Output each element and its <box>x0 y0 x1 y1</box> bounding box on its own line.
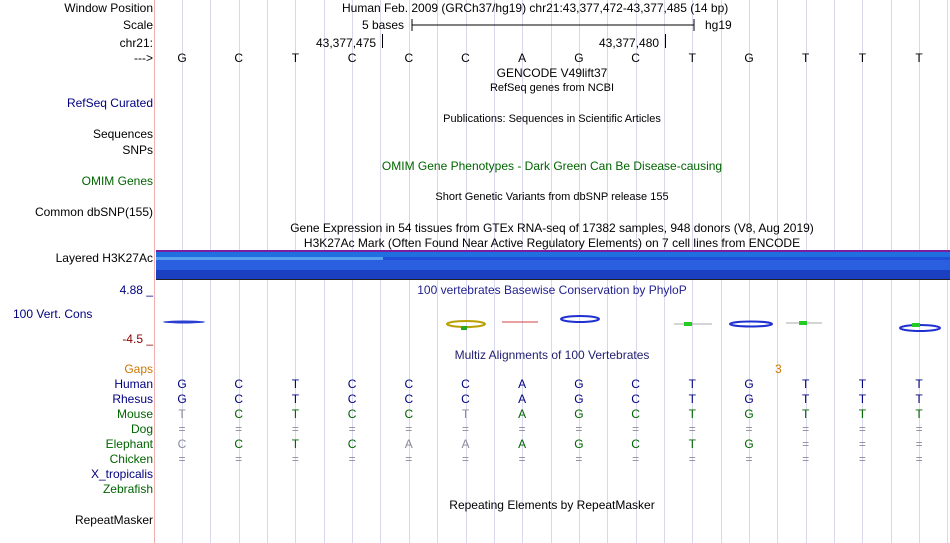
common-dbsnp-label[interactable]: Common dbSNP(155) <box>34 205 153 219</box>
alignment-base: = <box>802 422 810 436</box>
species-label[interactable]: Elephant <box>105 437 153 451</box>
alignment-base: T <box>802 377 810 391</box>
h3k27ac-blue-layer-3 <box>156 270 950 279</box>
alignment-base: T <box>688 407 696 421</box>
alignment-base: A <box>518 377 527 391</box>
repeatmasker-track-title[interactable]: Repeating Elements by RepeatMasker <box>449 498 655 512</box>
ruler-base: G <box>177 51 187 65</box>
alignment-base: = <box>405 422 413 436</box>
multiz-track-title[interactable]: Multiz Alignments of 100 Vertebrates <box>454 348 650 362</box>
ruler-base: A <box>518 51 527 65</box>
alignment-base: A <box>461 437 470 451</box>
h3k27ac-baseline <box>156 279 950 280</box>
sequences-label[interactable]: Sequences <box>92 127 153 141</box>
refseq-track-subtitle[interactable]: RefSeq genes from NCBI <box>489 82 615 94</box>
ruler-base: C <box>347 51 357 65</box>
alignment-base: G <box>744 377 754 391</box>
alignment-base: = <box>915 422 923 436</box>
gtex-track-title[interactable]: Gene Expression in 54 tissues from GTEx RNA-seq of 17382 samples, 948 donors (V8, Aug 2019) <box>290 221 814 235</box>
alignment-base: T <box>291 392 300 406</box>
alignment-base: C <box>347 377 357 391</box>
species-label[interactable]: Dog <box>130 422 153 436</box>
window-position-label: Window Position <box>64 1 153 15</box>
cons-ymax-label: 4.88 _ <box>119 283 153 297</box>
alignment-base: T <box>858 377 867 391</box>
alignment-base: = <box>518 452 526 466</box>
alignment-base: = <box>858 437 866 451</box>
alignment-base: G <box>744 392 754 406</box>
alignment-base: = <box>802 437 810 451</box>
alignment-base: C <box>631 377 640 391</box>
alignment-base: T <box>915 407 923 421</box>
alignment-base: = <box>688 452 696 466</box>
ruler-base: T <box>291 51 300 65</box>
alignment-base: = <box>348 452 356 466</box>
alignment-base: C <box>234 437 244 451</box>
alignment-base: = <box>405 452 413 466</box>
h3k27ac-track-title[interactable]: H3K27Ac Mark (Often Found Near Active Regulatory Elements) on 7 cell lines from ENCODE <box>303 236 801 250</box>
species-label[interactable]: Rhesus <box>112 392 153 406</box>
phylop-mark-8 <box>900 323 940 331</box>
alignment-base: T <box>915 377 923 391</box>
alignment-base: G <box>574 437 584 451</box>
alignment-base: A <box>518 407 527 421</box>
alignment-base: C <box>461 377 470 391</box>
alignment-base: G <box>744 407 754 421</box>
alignment-base: = <box>291 452 299 466</box>
alignment-base: = <box>461 452 469 466</box>
chrom-label: chr21: <box>119 36 153 50</box>
strand-label: ---> <box>134 51 153 65</box>
alignment-base: = <box>915 437 923 451</box>
ruler-base: C <box>461 51 470 65</box>
ruler-base: T <box>688 51 696 65</box>
alignment-base: T <box>802 407 810 421</box>
repeatmasker-label[interactable]: RepeatMasker <box>74 513 153 527</box>
alignment-base: C <box>234 407 244 421</box>
species-label[interactable]: X_tropicalis <box>90 467 153 481</box>
phylop-logo-plot[interactable] <box>156 312 950 336</box>
scale-db-text: hg19 <box>705 18 732 32</box>
species-label[interactable]: Zebrafish <box>102 482 153 496</box>
ruler-base: C <box>234 51 244 65</box>
phylop-mark-4 <box>561 316 599 322</box>
alignment-base: C <box>404 377 414 391</box>
alignment-base: = <box>915 452 923 466</box>
ruler-base: G <box>574 51 584 65</box>
alignment-base: T <box>858 392 867 406</box>
alignment-base: = <box>688 422 696 436</box>
alignment-base: T <box>915 392 923 406</box>
alignment-base: G <box>744 437 754 451</box>
ruler-base: T <box>915 51 923 65</box>
alignment-base: = <box>858 452 866 466</box>
alignment-base: T <box>291 437 300 451</box>
scale-bar <box>410 17 700 33</box>
scale-bases-text: 5 bases <box>362 18 405 32</box>
h3k27ac-signal[interactable] <box>156 250 950 280</box>
alignment-base: = <box>802 452 810 466</box>
h3k27ac-blue-layer-2 <box>156 260 950 270</box>
species-label[interactable]: Mouse <box>116 407 153 421</box>
alignment-base: C <box>347 437 357 451</box>
ruler-base: T <box>858 51 867 65</box>
omim-genes-label[interactable]: OMIM Genes <box>81 174 153 188</box>
gencode-track-title[interactable]: GENCODE V49lift37 <box>496 66 608 80</box>
label-separator <box>154 0 155 543</box>
alignment-base: = <box>858 422 866 436</box>
species-label[interactable]: Chicken <box>109 452 153 466</box>
alignment-base: C <box>234 392 244 406</box>
alignment-base: = <box>518 422 526 436</box>
alignment-base: = <box>575 422 583 436</box>
alignment-base: G <box>574 377 584 391</box>
alignment-base: C <box>347 392 357 406</box>
alignment-base: = <box>461 422 469 436</box>
alignment-base: = <box>235 452 243 466</box>
layered-h3k27ac-label[interactable]: Layered H3K27Ac <box>55 251 153 265</box>
publications-track-title[interactable]: Publications: Sequences in Scientific Articles <box>443 113 661 125</box>
alignment-base: = <box>291 422 299 436</box>
alignment-base: T <box>802 392 810 406</box>
alignment-base: = <box>235 422 243 436</box>
alignment-base: T <box>858 407 867 421</box>
alignment-base: C <box>234 377 244 391</box>
cons-ymin-label: -4.5 _ <box>122 332 153 346</box>
alignment-base: = <box>632 422 640 436</box>
alignment-base: G <box>177 377 187 391</box>
alignment-base: = <box>745 422 753 436</box>
alignment-base: C <box>177 437 187 451</box>
omim-track-title[interactable]: OMIM Gene Phenotypes - Dark Green Can Be Disease-causing <box>381 159 723 173</box>
alignment-base: = <box>178 452 186 466</box>
phylop-mark-5 <box>674 322 712 326</box>
alignment-base: T <box>291 407 300 421</box>
position-tick-1 <box>382 34 383 48</box>
alignment-base: A <box>518 437 527 451</box>
scale-label: Scale <box>122 18 153 32</box>
position-tick-2 <box>665 34 666 48</box>
alignment-base: C <box>461 392 470 406</box>
alignment-base: = <box>632 452 640 466</box>
ruler-base: C <box>404 51 414 65</box>
vert-cons-label[interactable]: 100 Vert. Cons <box>13 307 93 321</box>
alignment-base: C <box>404 392 414 406</box>
alignment-base: = <box>348 422 356 436</box>
gaps-value: 3 <box>775 362 782 376</box>
alignment-base: C <box>631 407 640 421</box>
alignment-base: T <box>688 437 696 451</box>
gaps-label[interactable]: Gaps <box>124 362 153 376</box>
alignment-base: T <box>291 377 300 391</box>
position-label-1: 43,377,475 <box>316 36 377 50</box>
alignment-base: T <box>461 407 470 421</box>
alignment-base: = <box>575 452 583 466</box>
alignment-base: A <box>404 437 413 451</box>
ruler-base: T <box>802 51 810 65</box>
dbsnp-track-title[interactable]: Short Genetic Variants from dbSNP release 155 <box>435 191 669 203</box>
window-position-text: Human Feb. 2009 (GRCh37/hg19) chr21:43,377,472-43,377,485 (14 bp) <box>342 1 729 15</box>
alignment-base: = <box>745 452 753 466</box>
alignment-base: T <box>688 392 696 406</box>
phylop-mark-7 <box>786 321 822 325</box>
alignment-base: G <box>574 392 584 406</box>
alignment-base: G <box>574 407 584 421</box>
phylop-mark-6 <box>730 322 772 327</box>
ruler-base: C <box>631 51 640 65</box>
alignment-base: C <box>631 437 640 451</box>
alignment-base: T <box>688 377 696 391</box>
alignment-base: = <box>178 422 186 436</box>
conservation-track-title[interactable]: 100 vertebrates Basewise Conservation by PhyloP <box>417 283 687 297</box>
phylop-mark-1 <box>163 321 205 324</box>
alignment-base: G <box>177 392 187 406</box>
alignment-base: C <box>631 392 640 406</box>
position-label-2: 43,377,480 <box>599 36 660 50</box>
ruler-base: G <box>744 51 754 65</box>
alignment-base: A <box>518 392 527 406</box>
species-label[interactable]: Human <box>114 377 153 391</box>
refseq-curated-label[interactable]: RefSeq Curated <box>66 96 153 110</box>
alignment-base: T <box>178 407 186 421</box>
phylop-mark-2 <box>447 321 485 330</box>
alignment-base: C <box>347 407 357 421</box>
alignment-base: C <box>404 407 414 421</box>
snps-label[interactable]: SNPs <box>122 143 153 157</box>
